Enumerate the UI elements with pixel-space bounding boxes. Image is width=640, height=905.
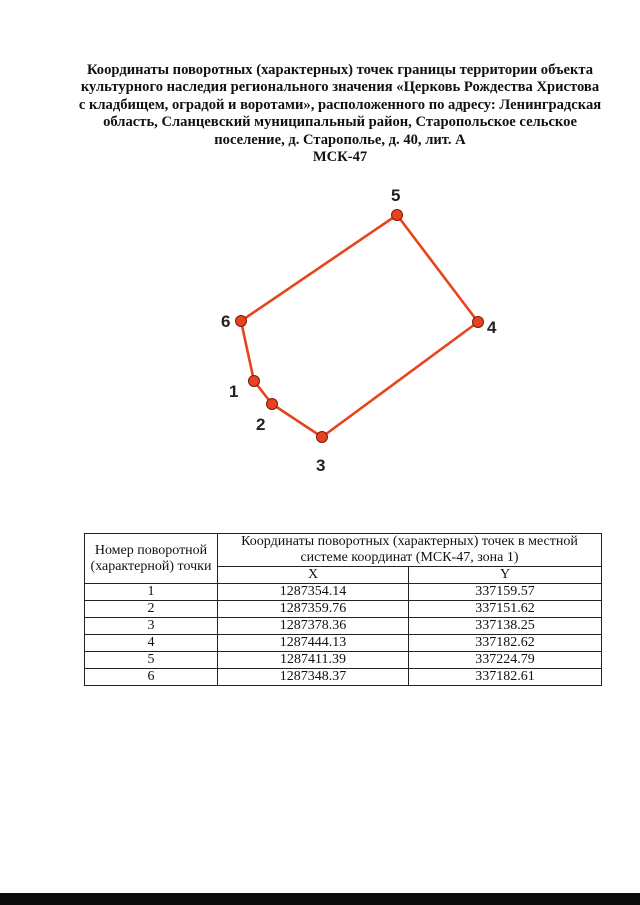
point-label-2: 2 <box>256 415 266 434</box>
cell-x: 1287354.14 <box>218 584 409 601</box>
cell-point-number: 4 <box>85 635 218 652</box>
cell-point-number: 2 <box>85 601 218 618</box>
point-label-4: 4 <box>487 318 497 337</box>
point-label-6: 6 <box>221 312 231 331</box>
cell-point-number: 6 <box>85 669 218 686</box>
cell-y: 337182.62 <box>409 635 602 652</box>
header-coordinates: Координаты поворотных (характерных) точек в местной системе координат (МСК-47, зона 1) <box>218 534 602 567</box>
cell-y: 337182.61 <box>409 669 602 686</box>
table-row <box>85 601 602 618</box>
cell-x: 1287359.76 <box>218 601 409 618</box>
header-x: X <box>218 567 409 584</box>
scan-edge-bar <box>0 893 640 905</box>
cell-point-number: 5 <box>85 652 218 669</box>
table-row <box>85 652 602 669</box>
table-header-row <box>85 534 602 567</box>
table-row <box>85 669 602 686</box>
cell-point-number: 1 <box>85 584 218 601</box>
title-line-3: с кладбищем, оградой и воротами», расположенного по адресу: Ленинградская <box>78 96 602 113</box>
cell-x: 1287411.39 <box>218 652 409 669</box>
header-y: Y <box>409 567 602 584</box>
cell-y: 337138.25 <box>409 618 602 635</box>
title-line-6: МСК-47 <box>312 149 368 166</box>
cell-x: 1287378.36 <box>218 618 409 635</box>
point-label-3: 3 <box>316 456 326 475</box>
cell-y: 337151.62 <box>409 601 602 618</box>
boundary-point-3 <box>317 432 328 443</box>
boundary-point-6 <box>236 316 247 327</box>
boundary-point-1 <box>249 376 260 387</box>
point-label-5: 5 <box>391 186 401 205</box>
header-point-number: Номер поворотной (характерной) точки <box>85 534 218 584</box>
title-line-1: Координаты поворотных (характерных) точек границы территории объекта <box>86 62 594 78</box>
table-row <box>85 635 602 652</box>
boundary-point-5 <box>392 210 403 221</box>
cell-point-number: 3 <box>85 618 218 635</box>
boundary-point-2 <box>267 399 278 410</box>
cell-x: 1287348.37 <box>218 669 409 686</box>
table-row <box>85 584 602 601</box>
cell-y: 337159.57 <box>409 584 602 601</box>
title-line-2: культурного наследия регионального значения «Церковь Рождества Христова <box>80 79 600 96</box>
point-label-1: 1 <box>229 382 239 401</box>
title-line-4: область, Сланцевский муниципальный район, Старопольское сельское <box>103 114 577 131</box>
coordinates-table <box>84 533 602 686</box>
cell-y: 337224.79 <box>409 652 602 669</box>
boundary-point-4 <box>473 317 484 328</box>
table-row <box>85 618 602 635</box>
title-line-5: поселение, д. Старополье, д. 40, лит. А <box>214 131 466 148</box>
cell-x: 1287444.13 <box>218 635 409 652</box>
